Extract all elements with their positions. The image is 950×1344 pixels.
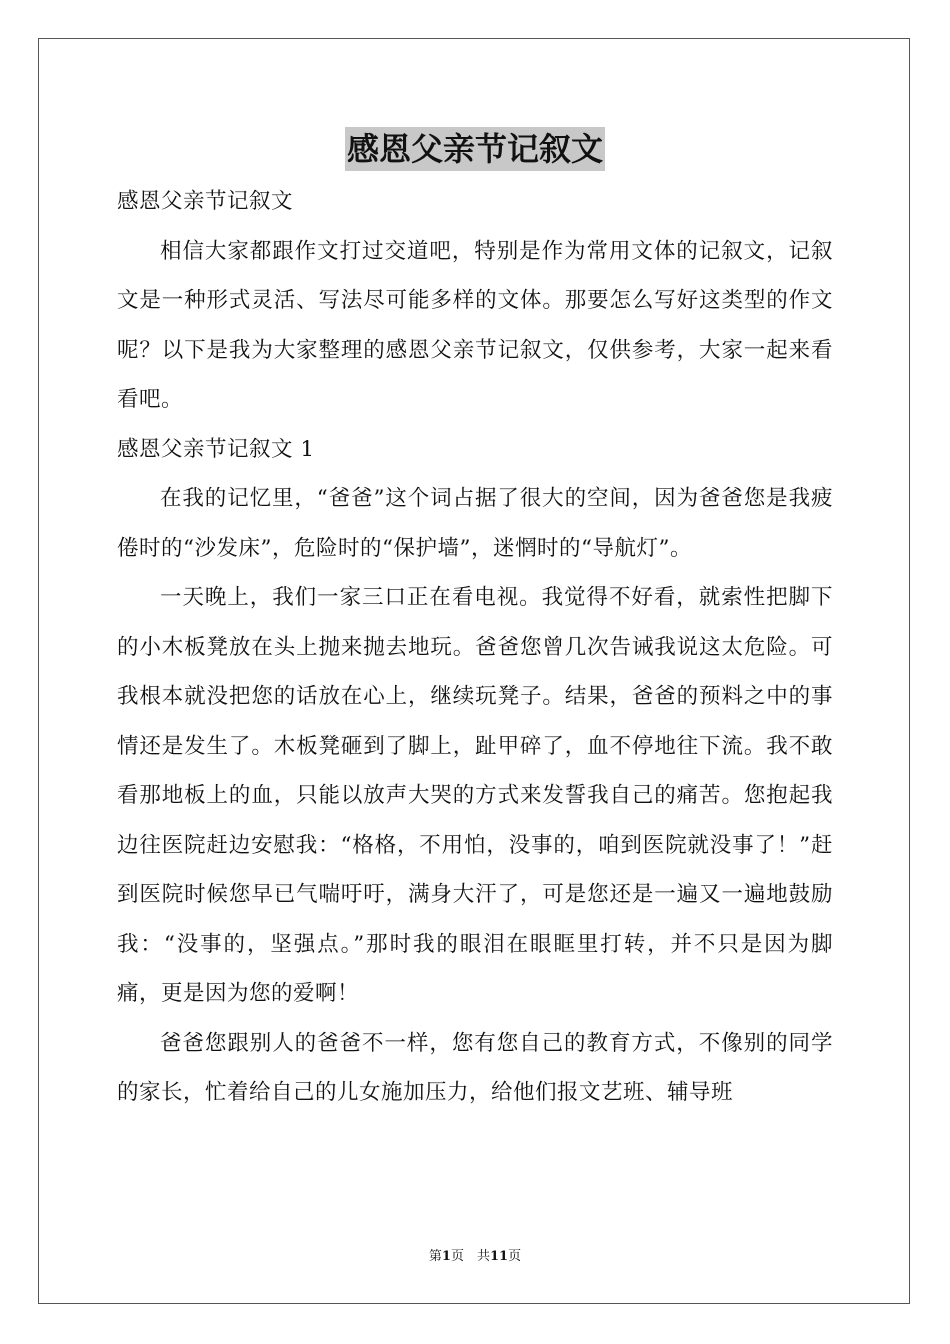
- title-area: [0, 127, 950, 171]
- footer-suffix: 页: [508, 1249, 522, 1264]
- body-paragraph: 爸爸您跟别人的爸爸不一样，您有您自己的教育方式，不像别的同学的家长，忙着给自己的儿女施加压力，给他们报文艺班、辅导班: [117, 1030, 833, 1105]
- footer-mid: 页 共: [450, 1249, 490, 1264]
- footer-prefix: 第: [428, 1249, 442, 1264]
- body-paragraph: 在我的记忆里，“爸爸”这个词占据了很大的空间，因为爸爸您是我疲倦时的“沙发床”，危险时的“保护墙”，迷惘时的“导航灯”。: [117, 486, 833, 561]
- subtitle: 感恩父亲节记叙文: [117, 189, 294, 214]
- document-title: 感恩父亲节记叙文: [345, 127, 605, 171]
- body-paragraph: 一天晚上，我们一家三口正在看电视。我觉得不好看，就索性把脚下的小木板凳放在头上抛来抛去地玩。爸爸您曾几次告诫我说这太危险。可我根本就没把您的话放在心上，继续玩凳子。结果，爸爸的预料之中的事情还是发生了。木板凳砸到了脚上，趾甲碎了，血不停地往下流。我不敢看那地板上的血，只能以放声大哭的方式来发誓我自己的痛苦。您抱起我边往医院赶边安慰我：“格格，不用怕，没事的，咱到医院就没事了！”赶到医院时候您早已气喘吁吁，满身大汗了，可是您还是一遍又一遍地鼓励我：“没事的，坚强点。”那时我的眼泪在眼眶里打转，并不只是因为脚痛，更是因为您的爱啊！: [117, 585, 833, 1006]
- page-footer: [0, 1248, 950, 1266]
- section-heading: 感恩父亲节记叙文 1: [117, 436, 315, 462]
- total-page-count: 11: [489, 1249, 509, 1264]
- current-page-number: 1: [441, 1249, 451, 1264]
- intro-paragraph: 相信大家都跟作文打过交道吧，特别是作为常用文体的记叙文，记叙文是一种形式灵活、写法尽可能多样的文体。那要怎么写好这类型的作文呢？以下是我为大家整理的感恩父亲节记叙文，仅供参考，大家一起来看看吧。: [117, 238, 833, 412]
- document-body: [117, 177, 833, 1118]
